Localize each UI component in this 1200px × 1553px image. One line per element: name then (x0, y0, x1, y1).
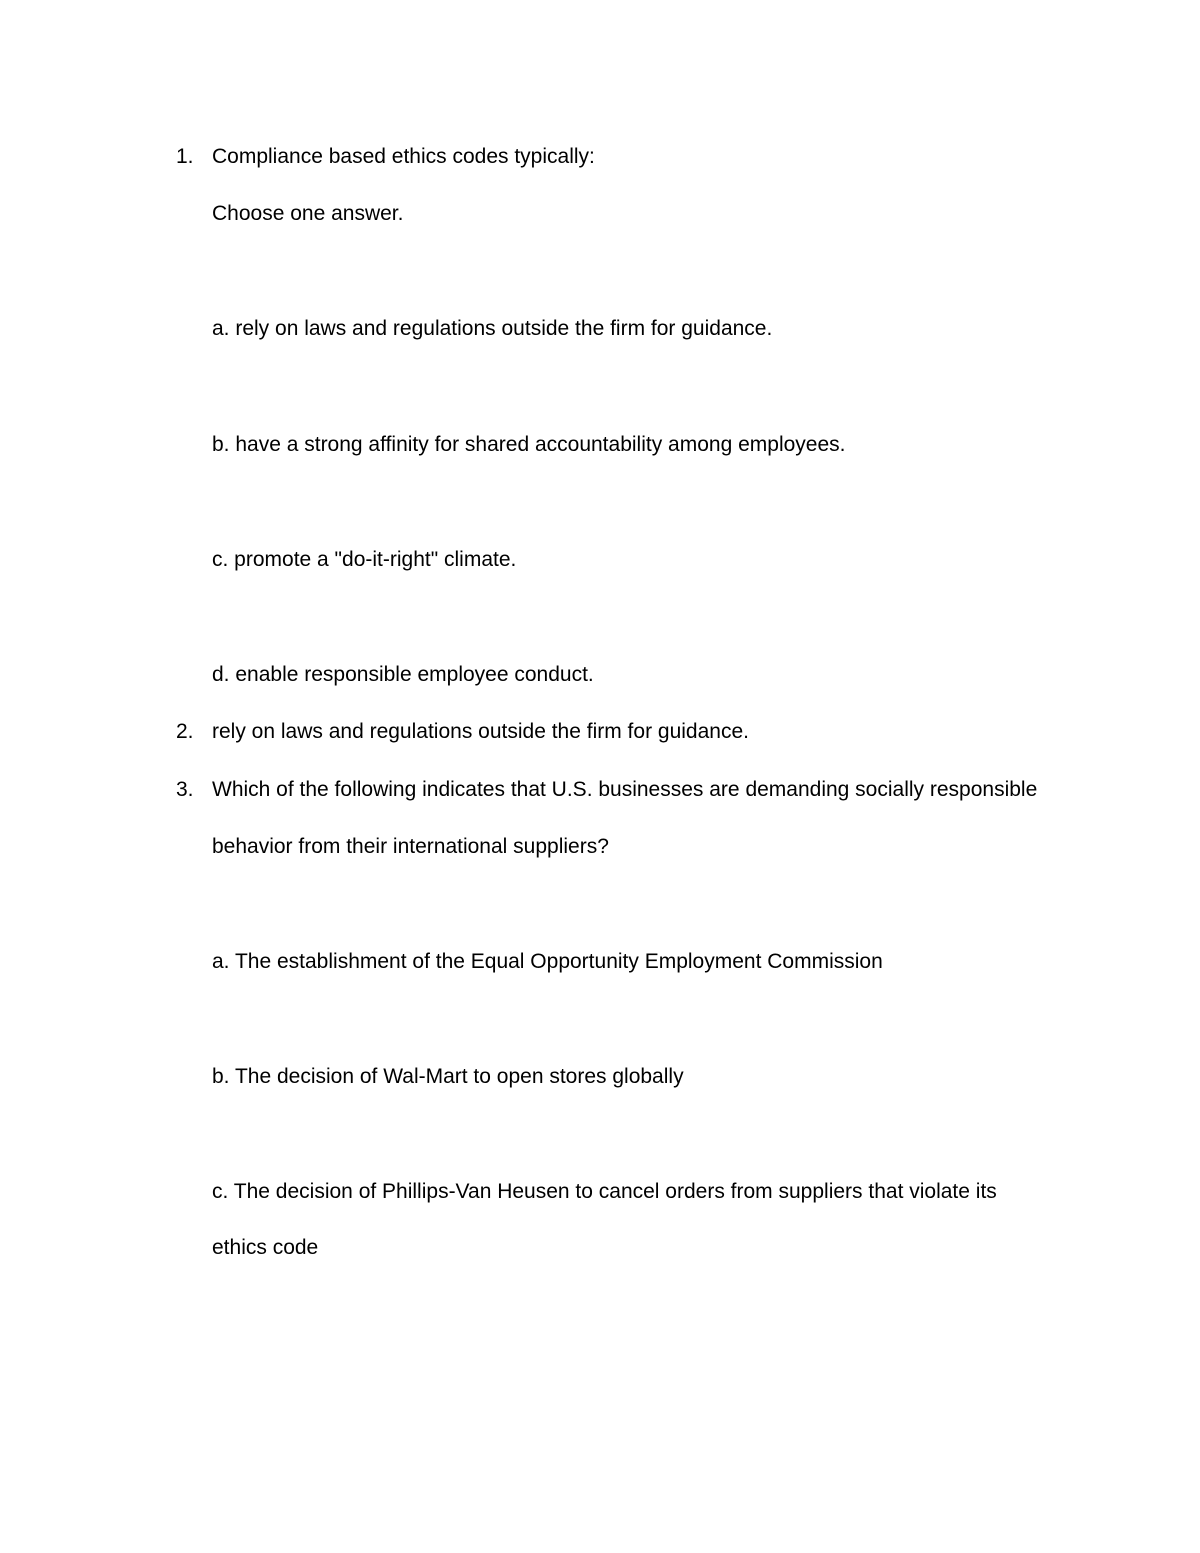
question-1-option-c: c. promote a "do-it-right" climate. (212, 548, 517, 571)
question-3-number: 3. (176, 778, 194, 801)
question-1-option-d: d. enable responsible employee conduct. (212, 663, 594, 686)
question-1-option-b: b. have a strong affinity for shared accountability among employees. (212, 433, 846, 456)
question-3-option-c-line-1: c. The decision of Phillips-Van Heusen to cancel orders from suppliers that violate its (212, 1180, 997, 1203)
question-3-prompt-line-1: Which of the following indicates that U.S. businesses are demanding socially responsible (212, 778, 1038, 801)
question-1-instruction: Choose one answer. (212, 202, 404, 225)
question-3-option-b: b. The decision of Wal-Mart to open stores globally (212, 1065, 684, 1088)
question-3-option-c-line-2: ethics code (212, 1236, 319, 1259)
question-1-prompt: Compliance based ethics codes typically: (212, 145, 595, 168)
question-2-number: 2. (176, 720, 194, 743)
question-3-option-a: a. The establishment of the Equal Opportunity Employment Commission (212, 950, 883, 973)
question-3-prompt-line-2: behavior from their international suppliers? (212, 835, 609, 858)
question-2-prompt: rely on laws and regulations outside the firm for guidance. (212, 720, 749, 743)
question-1-number: 1. (176, 145, 194, 168)
question-1-option-a: a. rely on laws and regulations outside the firm for guidance. (212, 317, 773, 340)
